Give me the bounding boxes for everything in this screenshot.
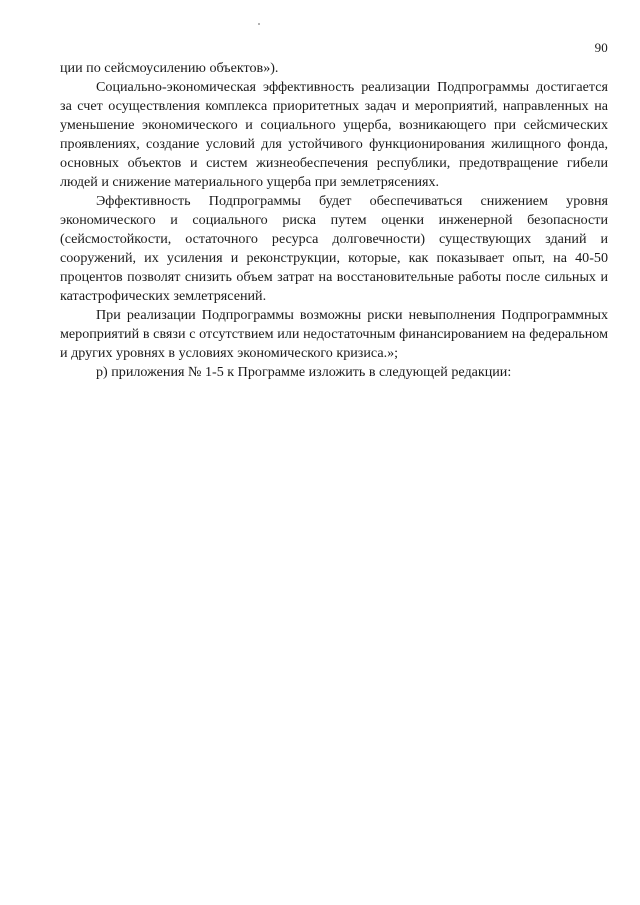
paragraph-continuation: ции по сейсмоусилению объектов»). bbox=[60, 60, 279, 76]
scan-artifact-dot bbox=[258, 23, 260, 25]
paragraph-appendices-amendment: р) приложения № 1-5 к Программе изложить в следующей редакции: bbox=[96, 364, 512, 380]
paragraph-subprogram-efficiency: Эффективность Подпрограммы будет обеспечиваться снижением уровня экономического и социального риска путем оценки инженерной безопасности (сейсмостойкости, остаточного ресурса долговечности) существующих зданий и сооружений, их усиления и реконструкции, которые, как показывает опыт, на 40-50 процентов позволят снизить объем затрат на восстановительные работы после сильных и катастрофических землетрясений. bbox=[60, 193, 608, 304]
paragraph-socio-economic-efficiency: Социально-экономическая эффективность реализации Подпрограммы достигается за счет осуществления комплекса приоритетных задач и мероприятий, направленных на уменьшение экономического и социального ущерба, возникающего при сейсмических проявлениях, создание условий для устойчивого функционирования жилищного фонда, основных объектов и систем жизнеобеспечения республики, предотвращение гибели людей и снижение материального ущерба при землетрясениях. bbox=[60, 79, 608, 190]
document-body bbox=[60, 59, 608, 382]
page-number: 90 bbox=[594, 40, 608, 55]
paragraph-implementation-risks: При реализации Подпрограммы возможны риски невыполнения Подпрограммных мероприятий в связи с отсутствием или недостаточным финансированием на федеральном и других уровнях в условиях экономического кризиса.»; bbox=[60, 307, 608, 361]
